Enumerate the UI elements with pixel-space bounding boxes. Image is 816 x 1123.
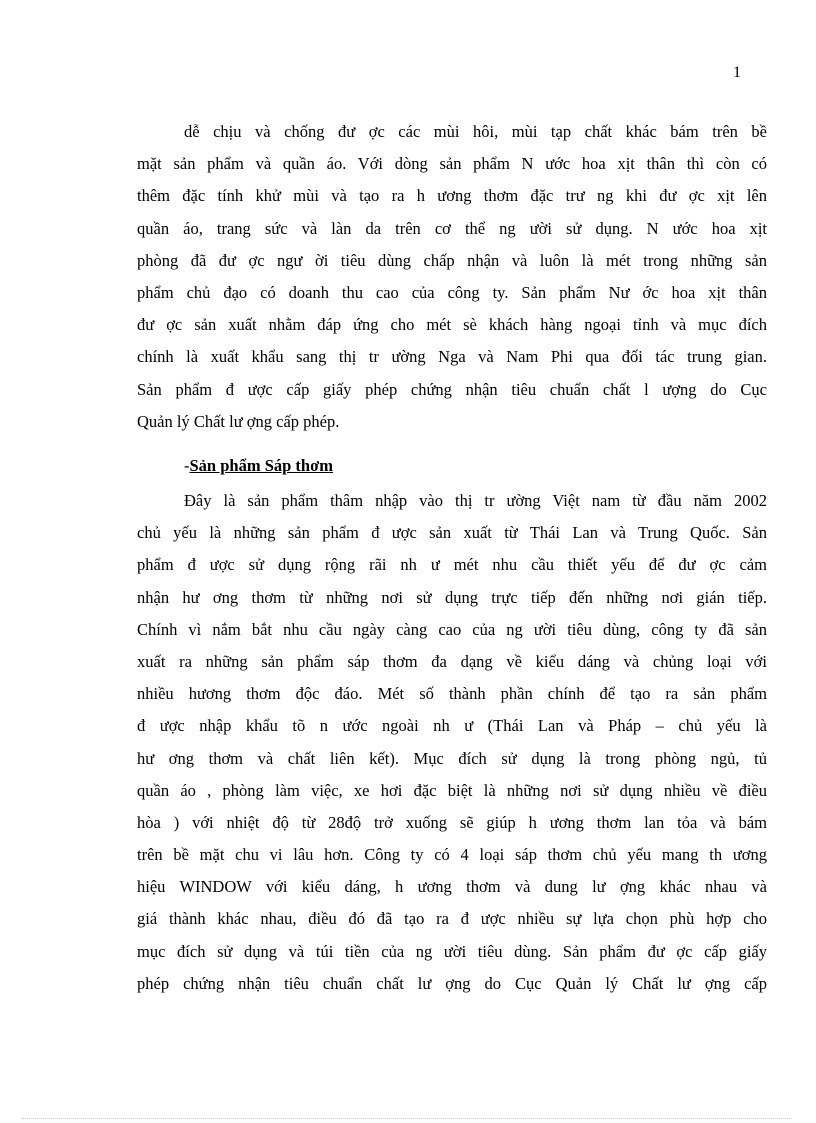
text-line: hư ơng thơm và chất liên kết). Mục đích sử dụng là trong phòng ngủ, tủ (137, 748, 767, 768)
text-line: phép chứng nhận tiêu chuẩn chất lư ợng do Cục Quản lý Chất lư ợng cấp (137, 973, 767, 993)
text-line: đư ợc sản xuất nhằm đáp ứng cho mét sè khách hàng ngoại tỉnh và mục đích (137, 315, 767, 335)
text-line: phẩm chủ đạo có doanh thu cao của công ty. Sản phẩm Nư ớc hoa xịt thân (137, 282, 767, 302)
heading-dash: - (184, 456, 190, 475)
text-line: Đây là sản phẩm thâm nhập vào thị tr ường Việt nam từ đầu năm 2002 (184, 491, 767, 510)
text-line: chính là xuất khẩu sang thị tr ường Nga và Nam Phi qua đối tác trung gian. (137, 347, 767, 367)
text-line: mục đích sử dụng và túi tiền của ng ười tiêu dùng. Sản phẩm đư ợc cấp giấy (137, 941, 767, 961)
text-line: quần áo , phòng làm việc, xe hơi đặc biệt là những nơi sử dụng nhiều về điều (137, 780, 767, 800)
text-line: phòng đã đư ợc ngư ời tiêu dùng chấp nhận và luôn là mét trong những sản (137, 250, 767, 270)
text-line: Quản lý Chất lư ợng cấp phép. (137, 411, 340, 431)
text-line: phẩm đ ược sử dụng rộng rãi nh ư mét nhu cầu thiết yếu để đư ợc cảm (137, 555, 767, 575)
section-heading (184, 450, 333, 482)
text-line: giá thành khác nhau, điều đó đã tạo ra đ ược nhiều sự lựa chọn phù hợp cho (137, 909, 767, 929)
text-line: nhận hư ơng thơm từ những nơi sử dụng trực tiếp đến những nơi gián tiếp. (137, 587, 767, 607)
text-line: Sản phẩm đ ược cấp giấy phép chứng nhận tiêu chuẩn chất l ượng do Cục (137, 379, 767, 399)
text-line: trên bề mặt chu vi lâu hơn. Công ty có 4 loại sáp thơm chủ yếu mang th ương (137, 845, 767, 865)
text-line: thêm đặc tính khử mùi và tạo ra h ương thơm đặc trư ng khi đư ợc xịt lên (137, 186, 767, 206)
text-line: xuất ra những sản phẩm sáp thơm đa dạng về kiểu dáng và chủng loại với (137, 651, 767, 671)
page-number: 1 (733, 64, 741, 81)
text-line: chủ yếu là những sản phẩm đ ược sản xuất từ Thái Lan và Trung Quốc. Sản (137, 523, 767, 543)
text-line: đ ược nhập khẩu tõ n ước ngoài nh ư (Thái Lan và Pháp – chủ yếu là (137, 716, 767, 736)
paragraph-perfume-spray (137, 116, 767, 438)
page-bottom-divider (22, 1118, 792, 1119)
text-line: quần áo, trang sức và làn da trên cơ thể ng ười sử dụng. N ước hoa xịt (137, 218, 767, 238)
text-line: Chính vì nắm bắt nhu cầu ngày càng cao của ng ười tiêu dùng, công ty đã sản (137, 619, 767, 639)
heading-title: Sản phẩm Sáp thơm (189, 456, 333, 475)
text-line: nhiều hương thơm độc đáo. Mét số thành phần chính để tạo ra sản phẩm (137, 684, 767, 704)
text-line: hiệu WINDOW với kiểu dáng, h ương thơm và dung lư ợng khác nhau và (137, 877, 767, 897)
text-line: mặt sản phẩm và quần áo. Với dòng sản phẩm N ước hoa xịt thân thì còn có (137, 154, 767, 174)
paragraph-scented-wax (137, 485, 767, 1000)
text-line: dễ chịu và chống đư ợc các mùi hôi, mùi tạp chất khác bám trên bề (184, 122, 767, 141)
text-line: hòa ) với nhiệt độ từ 28độ trở xuống sẽ giúp h ương thơm lan tỏa và bám (137, 812, 767, 832)
